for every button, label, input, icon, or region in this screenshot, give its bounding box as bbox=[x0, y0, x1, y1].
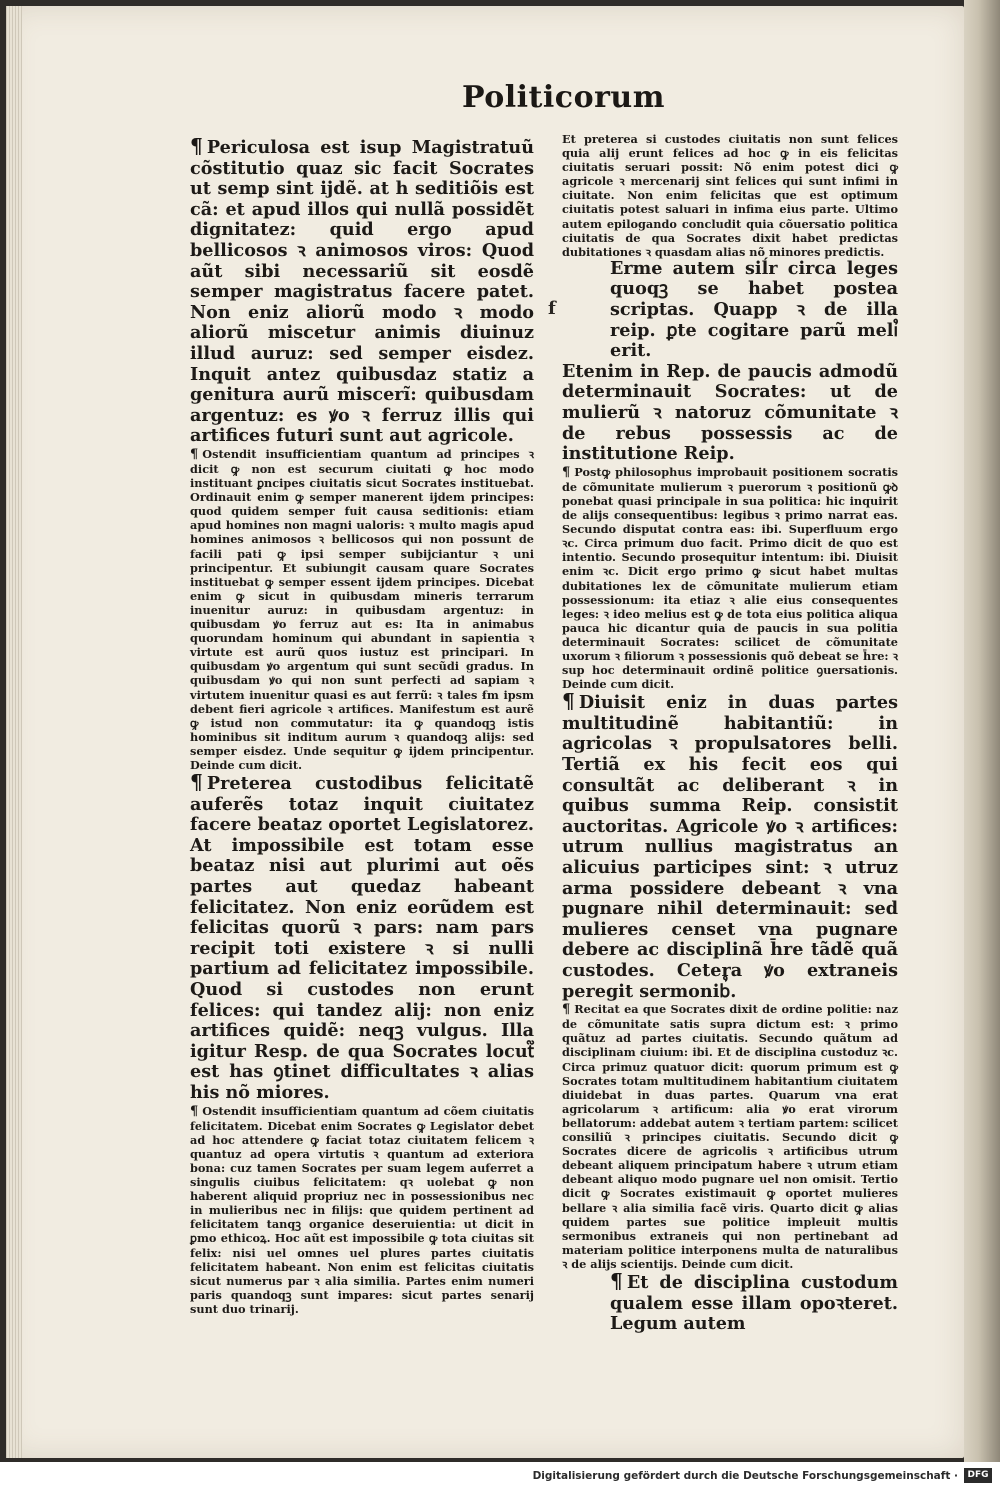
right-text-column bbox=[562, 132, 898, 1335]
left-paragraph-text: Ostendit insufficientiam quantum ad cõem ciuitatis felicitatem. Dicebat enim Socrates ꝙ Legislator debet ad hoc attendere ꝙ faciat totaz ciuitatem felicem ꝛ quantuz ad opera virtutis ꝛ quantum ad exteriora bona: cuz tamen Socrates per suam legem auferret a singulis ciuibus felicitatem: qꝛ uolebat ꝙ non haberent aliquid propriuz nec in possessionibus nec in mulieribus nec in filijs: que quidem pertinent ad felicitatem tanqꝫ organice deseruientia: ut dicit in ꝑmo ethicoꝝ. Hoc aũt est impossibile ꝙ tota ciuitas sit felix: nisi uel omnes uel plures partes ciuitatis felicitatem habeant. Non enim est felicitas ciuitatis sicut numerus par ꝛ alia similia. Partes enim numeri paris quandoqꝫ sunt impares: sicut partes senarij sunt duo trinarij. bbox=[190, 1103, 534, 1316]
paragraph-mark-icon: ¶ bbox=[190, 134, 203, 158]
right-paragraph bbox=[562, 1002, 898, 1271]
right-paragraph-text: Erme autem siĺr circa leges quoqꝫ se habet postea scriptas. Quapp ꝛ de illa reip. ꝑte cogitare parũ meli᷒ erit. bbox=[610, 257, 898, 362]
digitization-credit: Digitalisierung gefördert durch die Deutsche Forschungsgemeinschaft · bbox=[532, 1470, 958, 1482]
paragraph-mark-icon: ¶ bbox=[562, 1002, 571, 1018]
right-paragraph-text: Etenim in Rep. de paucis admodũ determinauit Socrates: ut de mulierũ ꝛ natoruz cõmunitate ꝛ de rebus possessis ac de institutione Reip. bbox=[562, 360, 898, 465]
right-paragraph-text: Et de disciplina custodum qualem esse illam opoꝛteret. Legum autem bbox=[610, 1271, 898, 1335]
right-paragraph bbox=[562, 362, 898, 465]
right-paragraph-text: Recitat ea que Socrates dixit de ordine politie: naz de cõmunitate satis supra dictum est: ꝛ primo quãtuz ad partes ciuitatis. Secundo quãtum ad disciplinam ciuium: ibi. Et de disciplina custoduz ꝛc. Circa primuz quatuor dicit: quorum primum est ꝙ Socrates totam multitudinem habitantium ciuitatem diuidebat in duas partes. Quarum vna erat agricolarum ꝛ artificum: alia ꝟo erat virorum bellatorum: addebat autem ꝛ tertiam partem: scilicet consiliũ ꝛ principes ciuitatis. Secundo dicit ꝙ Socrates dicere de agricolis ꝛ artificibus utrum debeant aliquem principatum habere ꝛ utrum etiam debeant aliquo modo pugnare uel non omisit. Tertio dicit ꝙ Socrates existimauit ꝙ oportet mulieres bellare ꝛ alia similia facẽ viris. Quarto dicit ꝙ alias quidem partes sue politice impleuit multis sermonibus extraneis qui non pertinebant ad materiam politice interponens multa de naturalibus ꝛ de alijs scientijs. Deinde cum dicit. bbox=[562, 1002, 898, 1271]
right-paragraph bbox=[562, 465, 898, 692]
paragraph-mark-icon: ¶ bbox=[610, 1268, 623, 1293]
right-paragraph bbox=[562, 1268, 898, 1335]
right-paragraph-text: Diuisit eniz in duas partes multitudinẽ habitantiũ: in agricolas ꝛ propulsatores belli. Tertiã ex his fecit eos qui consultãt ac deliberant ꝛ in quibus summa Reip. consistit auctoritas. Agricole ꝟo ꝛ artifices: utrum nullius magistratus an alicuius participes sint: ꝛ utruz arma possidere debeant ꝛ vna pugnare nihil determinauit: sed mulieres censet vna pugnare debere ac disciplinã h̄re tãdẽ quã custodes. Cetera ꝟo extraneis peregit sermonib᷒. bbox=[562, 692, 898, 1002]
left-paragraph bbox=[190, 136, 534, 447]
running-title: Politicorum bbox=[462, 80, 665, 115]
left-paragraph bbox=[190, 1104, 534, 1316]
left-paragraph bbox=[190, 772, 534, 1104]
paragraph-mark-icon: ¶ bbox=[562, 689, 575, 714]
right-paragraph bbox=[562, 691, 898, 1002]
footer-bar bbox=[0, 1462, 1000, 1490]
right-paragraph-text: Et preterea si custodes ciuitatis non sunt felices quia alij erunt felices ad hoc ꝙ in eis felicitas ciuitatis seruari possit: Nõ enim potest dici ꝙ agricole ꝛ mercenarij sint felices qui sunt infimi in ciuitate. Non enim felicitas que est optimum ciuitatis potest saluari in infima eius parte. Ultimo autem epilogando concludit quia cõuersatio politica ciuitatis de qua Socrates dixit habet predictas dubitationes ꝛ quasdam alias nõ minores predictis. bbox=[562, 132, 898, 259]
dfg-logo: DFG bbox=[964, 1468, 992, 1483]
left-paragraph-text: Periculosa est isup Magistratuũ cõstitutio quaz sic facit Socrates ut semp sint ijdẽ. at h seditiõis est cã: et apud illos qui nullã possidẽt dignitatez: quid ergo apud bellicosos ꝛ animosos viros: Quod aũt sibi necessariũ sit eosdẽ semper magistratus facere patet. Non eniz aliorũ modo ꝛ modo aliorũ miscetur animis diuinuz illud auruz: sed semper eisdez. Inquit antez quibusdaz statiz a genitura aurũ miscerĩ: quibusdam argentuz: es ꝟo ꝛ ferruz illis qui artifices futuri sunt aut agricole. bbox=[190, 137, 534, 447]
page-stack-edge-left bbox=[6, 6, 22, 1458]
left-paragraph-text: Preterea custodibus felicitatẽ auferẽs totaz inquit ciuitatez facere beataz oportet Legislatorez. At impossibile est totam esse beataz nisi aut plurimi aut oẽs partes aut quedaz habeant felicitatez. Non eniz eorũdem est felicitas quorũ ꝛ pars: nam pars recipit toti existere ꝛ si nulli partium ad felicitatez impossibile. Quod si custodes non erunt felices: qui tandez alij: non eniz artifices quidẽ: neqꝫ vulgus. Illa igitur Resp. de qua Socrates locut᷑ est has ꝯtinet difficultates ꝛ alias his nõ miores. bbox=[190, 773, 534, 1103]
binding-edge-right bbox=[964, 0, 1000, 1462]
paragraph-mark-icon: ¶ bbox=[190, 446, 199, 462]
right-paragraph-text: Postꝙ philosophus improbauit positionem socratis de cõmunitate mulierum ꝛ puerorum ꝛ positionũ ꝙꝺ ponebat quasi principale in sua politica: hic inquirit de alijs consequentibus: legibus ꝛ primo narrat eas. Secundo disputat contra eas: ibi. Superfluum ergo ꝛc. Circa primum duo facit. Primo dicit de quo est intentio. Secundo prosequitur intentum: ibi. Diuisit enim ꝛc. Dicit ergo primo ꝙ sicut habet multas dubitationes lex de cõmunitate mulierum etiam possessionum: ita etiaz ꝛ alie eius consequentes leges: ꝛ ideo melius est ꝙ de tota eius politica aliqua pauca hic dicantur quia de paucis in sua politia determinauit Socrates: scilicet de cõmunitate uxorum ꝛ filiorum ꝛ possessionis quõ debeat se h̄re: ꝛ sup hoc determinauit ordinẽ politice ꝯuersationis. Deinde cum dicit. bbox=[562, 464, 898, 692]
margin-note: f bbox=[548, 298, 556, 319]
paragraph-mark-icon: ¶ bbox=[190, 1103, 199, 1119]
right-paragraph bbox=[562, 132, 898, 259]
paragraph-mark-icon: ¶ bbox=[562, 464, 571, 480]
paragraph-mark-icon: ¶ bbox=[190, 770, 203, 795]
left-paragraph-text: Ostendit insufficientiam quantum ad principes ꝛ dicit ꝙ non est securum ciuitati ꝙ hoc modo instituant ꝑncipes ciuitatis sicut Socrates instituebat. Ordinauit enim ꝙ semper manerent ijdem principes: quod quidem semper fuit causa seditionis: etiam apud homines non magni ualoris: ꝛ multo magis apud homines animosos ꝛ bellicosos qui non possunt de facili pati ꝙ ipsi semper subijciantur ꝛ uni principentur. Et subiungit causam quare Socrates instituebat ꝙ semper essent ijdem principes. Dicebat enim ꝙ sicut in quibusdam mineris terrarum inuenitur auruz: in quibusdam argentuz: in quibusdam ꝟo ferruz aut es: Ita in animabus quorundam hominum qui abundant in sapientia ꝛ virtute est aurũ quos iustuz est principari. In quibusdam ꝟo argentum qui sunt secũdi gradus. In quibusdam ꝟo qui non sunt perfecti ad sapiam ꝛ virtutem inuenitur quasi es aut ferrũ: ꝛ tales ẜm ipsm debent fieri agricole ꝛ artifices. Manifestum est aurẽ ꝙ istud non commutatur: ita ꝙ quandoqꝫ istis hominibus sit inditum aurum ꝛ quandoqꝫ alijs: sed semper eisdez. Unde sequitur ꝙ ijdem principentur. Deinde cum dicit. bbox=[190, 446, 534, 772]
right-paragraph bbox=[562, 259, 898, 362]
left-text-column bbox=[190, 134, 534, 1316]
left-paragraph bbox=[190, 447, 534, 772]
